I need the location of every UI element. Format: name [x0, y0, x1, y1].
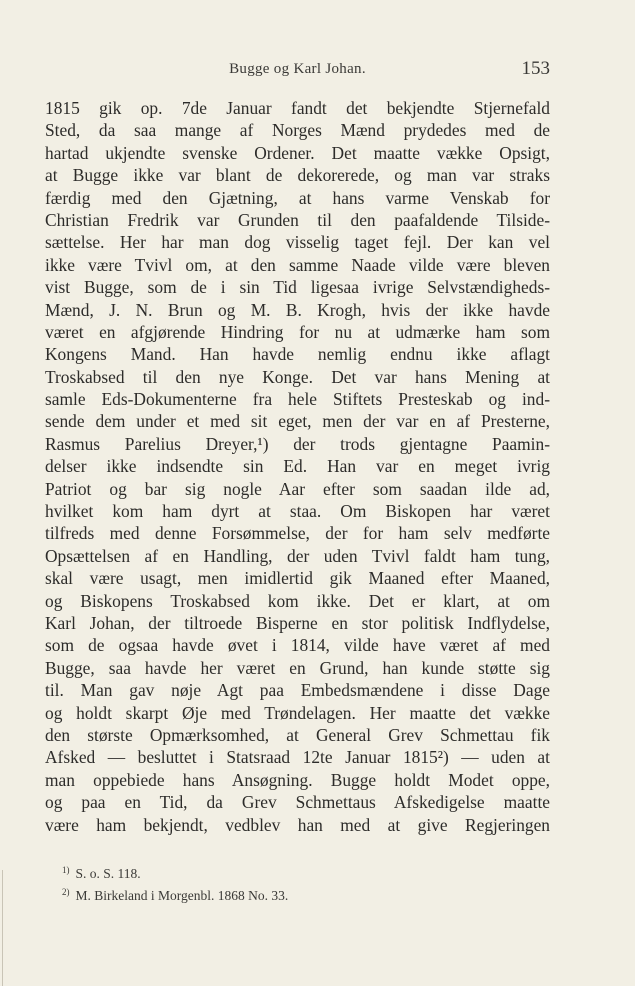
text-line: Troskabsed til den nye Konge. Det var hans Mening at [45, 366, 550, 387]
footnote [62, 885, 522, 907]
footnote [62, 863, 522, 885]
text-line: og Biskopens Troskabsed kom ikke. Det er klart, at om [45, 590, 550, 611]
text-line: delser ikke indsendte sin Ed. Han var en meget ivrig [45, 456, 550, 477]
text-line: Karl Johan, der tiltroede Bisperne en stor politisk Indflydelse, [45, 612, 550, 633]
text-line: være ham bekjendt, vedblev han med at give Regjeringen [45, 814, 550, 835]
text-line: skal være usagt, men imidlertid gik Maaned efter Maaned, [45, 568, 550, 589]
text-line: Afsked — besluttet i Statsraad 12te Januar 1815²) — uden at [45, 747, 550, 768]
text-line: Kongens Mand. Han havde nemlig endnu ikke aflagt [45, 344, 550, 365]
text-line: Mænd, J. N. Brun og M. B. Krogh, hvis der ikke havde [45, 299, 550, 320]
text-line: samle Eds-Dokumenterne fra hele Stiftets Presteskab og ind- [45, 389, 550, 410]
text-line: og holdt skarpt Øje med Trøndelagen. Her maatte det vække [45, 702, 550, 723]
text-line: Sted, da saa mange af Norges Mænd prydedes med de [45, 120, 550, 141]
page-number: 153 [521, 58, 550, 79]
text-line: som de ogsaa havde øvet i 1814, vilde have været af med [45, 635, 550, 656]
text-line: Opsættelsen af en Handling, der uden Tvivl faldt ham tung, [45, 545, 550, 566]
text-line: 1815 gik op. 7de Januar fandt det bekjendte Stjernefald [45, 98, 550, 118]
text-line: ikke være Tvivl om, at den samme Naade vilde være bleven [45, 254, 550, 275]
text-line: sende dem under et med sit eget, men der var en af Presterne, [45, 411, 550, 432]
text-line: man oppebiede hans Ansøgning. Bugge holdt Modet oppe, [45, 769, 550, 790]
text-line: Patriot og bar sig nogle Aar efter som saadan ilde ad, [45, 478, 550, 499]
page-edge-line [2, 870, 3, 986]
footnote-mark: 2) [62, 886, 70, 897]
text-line: færdig med den Gjætning, at hans varme Venskab for [45, 187, 550, 208]
footnote-text: S. o. S. 118. [75, 866, 141, 881]
text-line: hvilket kom ham dyrt at staa. Om Biskopen har været [45, 501, 550, 522]
body-text [45, 97, 550, 836]
running-title: Bugge og Karl Johan. [229, 61, 366, 77]
footnotes [62, 863, 522, 907]
text-line: Bugge, saa havde her været en Grund, han kunde støtte sig [45, 657, 550, 678]
text-line: vist Bugge, som de i sin Tid ligesaa ivrige Selvstændigheds- [45, 277, 550, 298]
footnote-text: M. Birkeland i Morgenbl. 1868 No. 33. [75, 888, 289, 903]
text-line: Rasmus Parelius Dreyer,¹) der trods gjentagne Paamin- [45, 433, 550, 454]
text-line: den største Opmærksomhed, at General Grev Schmettau fik [45, 724, 550, 745]
text-line: til. Man gav nøje Agt paa Embedsmændene i disse Dage [45, 680, 550, 701]
text-line: sættelse. Her har man dog visselig taget fejl. Der kan vel [45, 232, 550, 253]
text-line: og paa en Tid, da Grev Schmettaus Afskedigelse maatte [45, 792, 550, 813]
text-line: hartad ukjendte svenske Ordener. Det maatte vække Opsigt, [45, 142, 550, 163]
text-line: at Bugge ikke var blant de dekorerede, og man var straks [45, 165, 550, 186]
text-line: Christian Fredrik var Grunden til den paafaldende Tilside- [45, 209, 550, 230]
text-line: været en afgjørende Hindring for nu at udmærke ham som [45, 321, 550, 342]
running-header [45, 58, 550, 88]
text-line: tilfreds med denne Forsømmelse, der for ham selv medførte [45, 523, 550, 544]
footnote-mark: 1) [62, 864, 70, 875]
